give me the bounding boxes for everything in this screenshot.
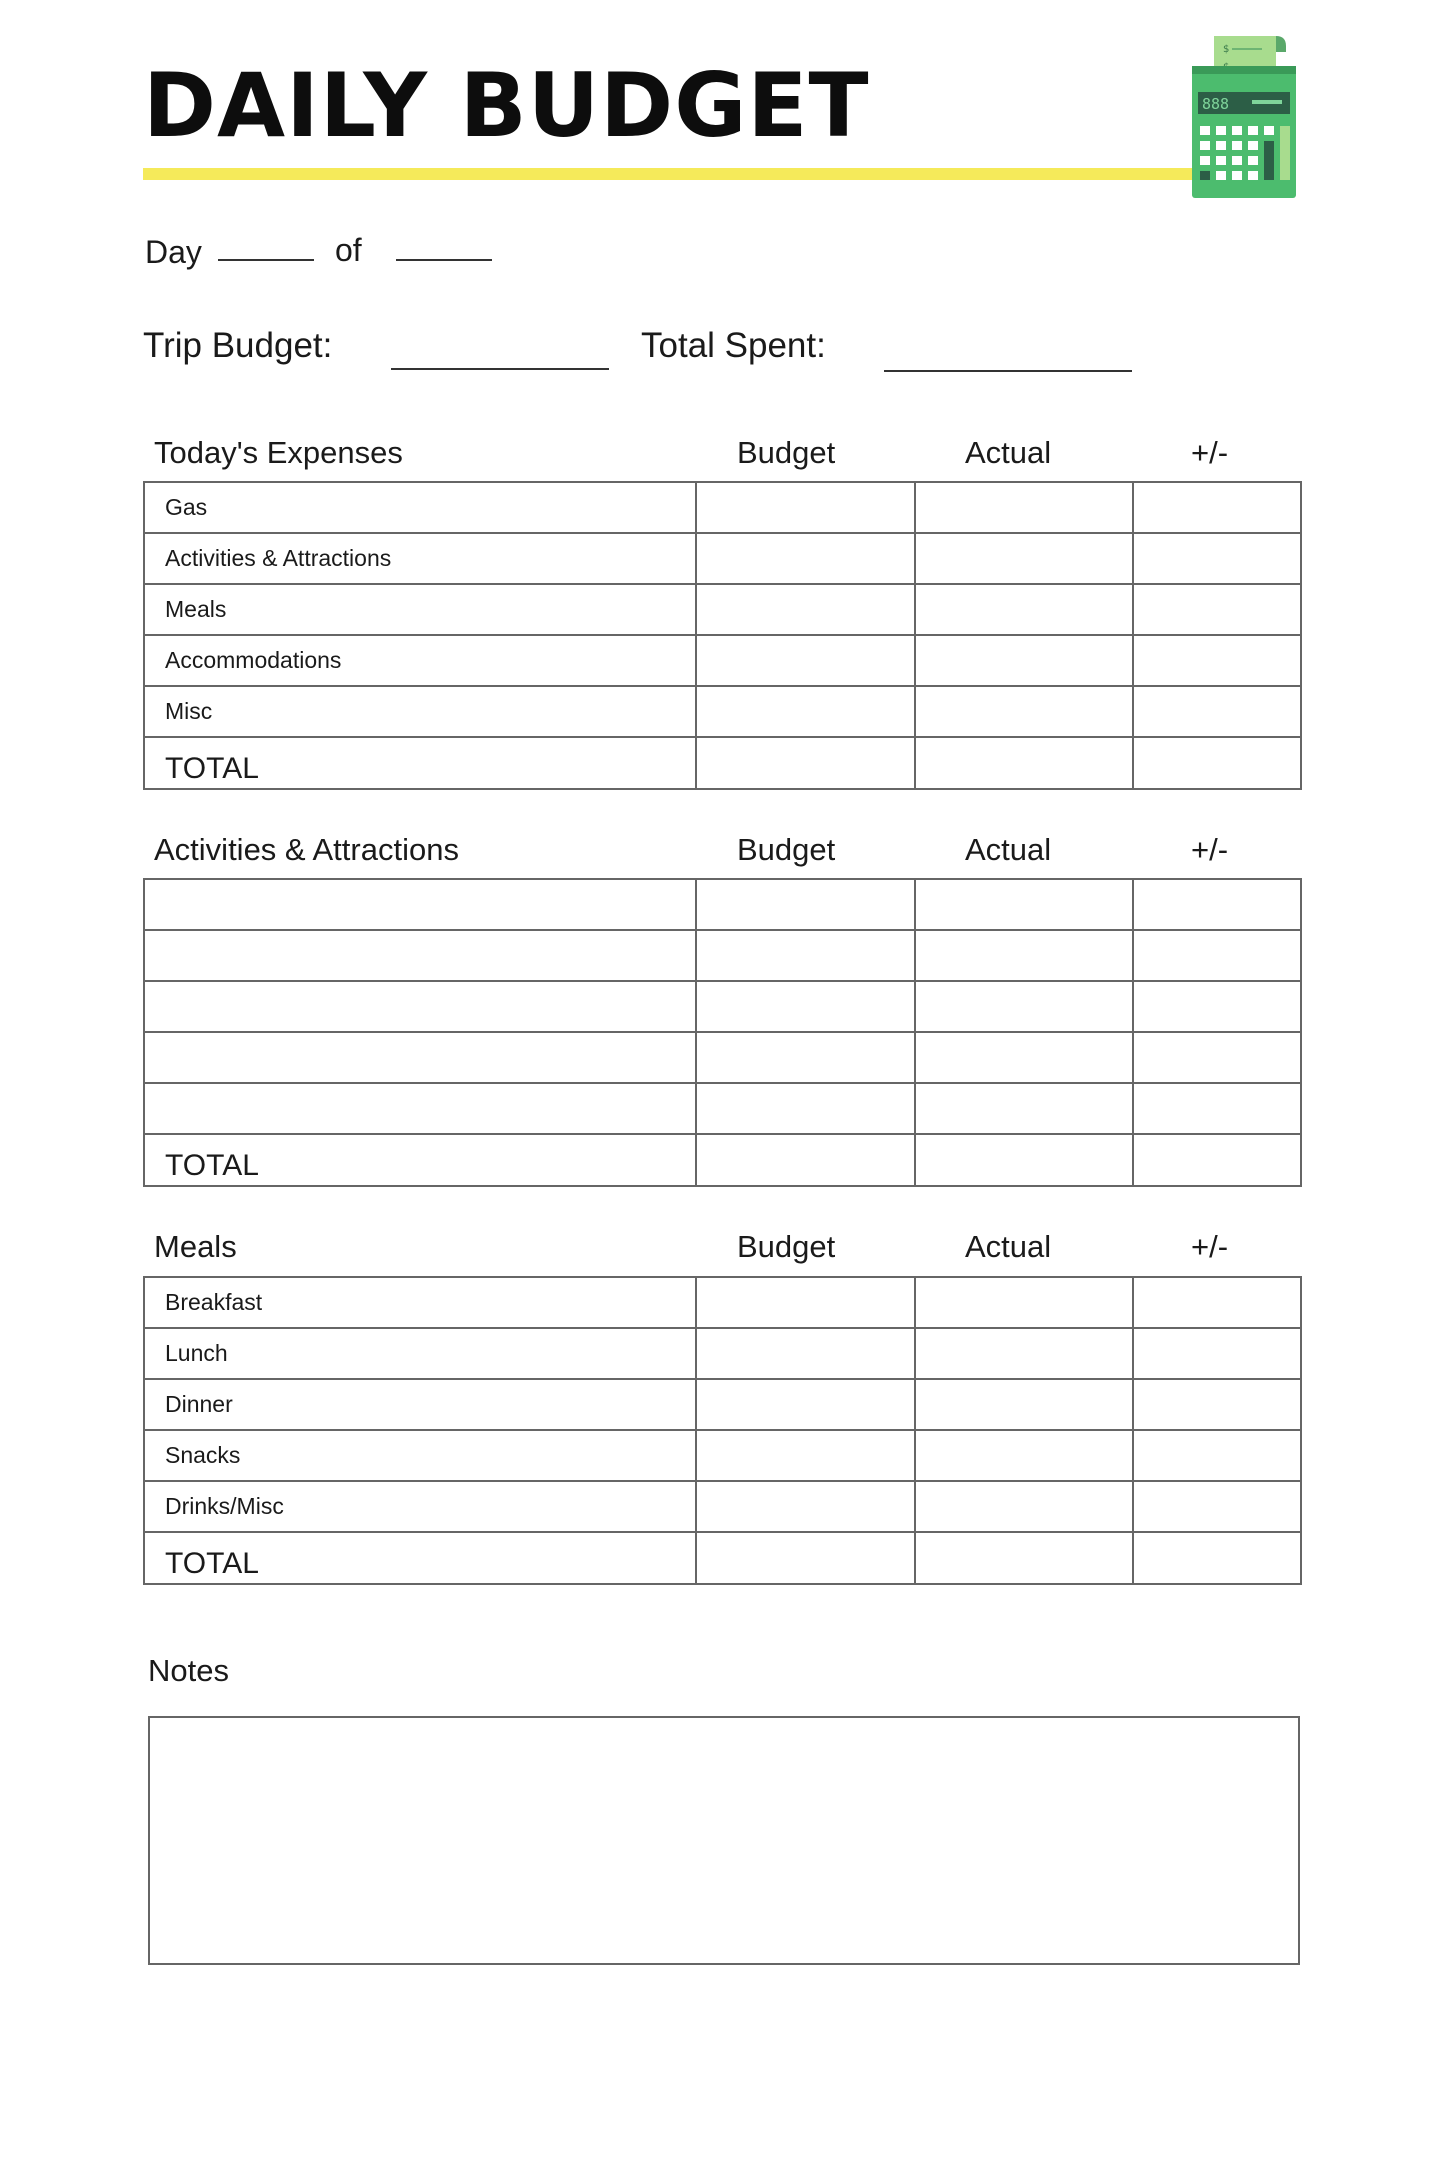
budget-cell[interactable] [696,1277,915,1328]
budget-cell[interactable] [696,879,915,930]
activities-table [143,878,1302,1187]
budget-cell[interactable] [696,981,915,1032]
difference-cell[interactable] [1133,584,1301,635]
difference-total-cell[interactable] [1133,737,1301,789]
actual-cell[interactable] [915,981,1133,1032]
actual-cell[interactable] [915,686,1133,737]
row-label: Drinks/Misc [144,1481,696,1532]
total-label: TOTAL [144,1134,696,1186]
budget-column-header: Budget [737,832,836,867]
budget-total-cell[interactable] [696,1134,915,1186]
row-label[interactable] [144,1083,696,1134]
difference-total-cell[interactable] [1133,1134,1301,1186]
difference-cell[interactable] [1133,686,1301,737]
row-label: Snacks [144,1430,696,1481]
difference-cell[interactable] [1133,930,1301,981]
budget-cell[interactable] [696,686,915,737]
actual-cell[interactable] [915,1430,1133,1481]
row-label: Breakfast [144,1277,696,1328]
calculator-icon [1192,30,1296,198]
total-spent-field[interactable] [884,370,1132,372]
difference-cell[interactable] [1133,1430,1301,1481]
of-label: of [335,232,362,268]
budget-cell[interactable] [696,1430,915,1481]
difference-column-header: +/- [1191,1229,1229,1264]
table-row [144,482,1301,533]
budget-cell[interactable] [696,930,915,981]
row-label[interactable] [144,981,696,1032]
difference-column-header: +/- [1191,435,1229,470]
trip-budget-field[interactable] [391,368,609,370]
table-row [144,1430,1301,1481]
difference-cell[interactable] [1133,635,1301,686]
title-underline [143,168,1201,180]
row-label: Dinner [144,1379,696,1430]
row-label: Accommodations [144,635,696,686]
difference-cell[interactable] [1133,981,1301,1032]
trip-budget-label: Trip Budget: [143,326,333,365]
section-title: Today's Expenses [154,435,403,470]
actual-cell[interactable] [915,1481,1133,1532]
difference-column-header: +/- [1191,832,1229,867]
actual-cell[interactable] [915,879,1133,930]
notes-box[interactable] [148,1716,1300,1965]
budget-column-header: Budget [737,435,836,470]
expenses-table [143,481,1302,790]
budget-cell[interactable] [696,1328,915,1379]
budget-cell[interactable] [696,482,915,533]
actual-cell[interactable] [915,533,1133,584]
row-label[interactable] [144,930,696,981]
difference-cell[interactable] [1133,1328,1301,1379]
actual-cell[interactable] [915,1379,1133,1430]
table-row [144,930,1301,981]
svg-text:888: 888 [1202,95,1230,113]
actual-total-cell[interactable] [915,737,1133,789]
table-row [144,1379,1301,1430]
total-days-field[interactable] [396,259,492,261]
row-label: Activities & Attractions [144,533,696,584]
total-row [144,737,1301,789]
row-label: Lunch [144,1328,696,1379]
actual-cell[interactable] [915,1032,1133,1083]
table-row [144,584,1301,635]
actual-cell[interactable] [915,1328,1133,1379]
budget-total-cell[interactable] [696,1532,915,1584]
difference-cell[interactable] [1133,1481,1301,1532]
table-row [144,1277,1301,1328]
difference-total-cell[interactable] [1133,1532,1301,1584]
budget-cell[interactable] [696,1481,915,1532]
table-row [144,686,1301,737]
table-row [144,533,1301,584]
total-row [144,1532,1301,1584]
table-row [144,635,1301,686]
budget-cell[interactable] [696,1379,915,1430]
budget-cell[interactable] [696,533,915,584]
total-row [144,1134,1301,1186]
section-title: Activities & Attractions [154,832,459,867]
budget-cell[interactable] [696,1032,915,1083]
table-row [144,1481,1301,1532]
section-title: Meals [154,1229,237,1264]
budget-column-header: Budget [737,1229,836,1264]
table-row [144,981,1301,1032]
page-title: DAILY BUDGET [143,54,870,157]
budget-total-cell[interactable] [696,737,915,789]
difference-cell[interactable] [1133,879,1301,930]
meals-table [143,1276,1302,1585]
difference-cell[interactable] [1133,1083,1301,1134]
table-row [144,1083,1301,1134]
total-spent-label: Total Spent: [641,326,826,365]
actual-column-header: Actual [965,832,1052,867]
actual-cell[interactable] [915,635,1133,686]
table-row [144,1328,1301,1379]
difference-cell[interactable] [1133,1032,1301,1083]
actual-column-header: Actual [965,1229,1052,1264]
row-label: Gas [144,482,696,533]
difference-cell[interactable] [1133,1379,1301,1430]
difference-cell[interactable] [1133,482,1301,533]
day-number-field[interactable] [218,259,314,261]
row-label[interactable] [144,879,696,930]
total-label: TOTAL [144,737,696,789]
actual-cell[interactable] [915,482,1133,533]
difference-cell[interactable] [1133,1277,1301,1328]
actual-column-header: Actual [965,435,1052,470]
total-label: TOTAL [144,1532,696,1584]
row-label: Meals [144,584,696,635]
actual-cell[interactable] [915,584,1133,635]
budget-cell[interactable] [696,584,915,635]
actual-cell[interactable] [915,1277,1133,1328]
table-row [144,1032,1301,1083]
svg-text:$: $ [1223,44,1230,55]
notes-label: Notes [148,1653,229,1688]
actual-cell[interactable] [915,1083,1133,1134]
budget-cell[interactable] [696,1083,915,1134]
actual-total-cell[interactable] [915,1134,1133,1186]
actual-cell[interactable] [915,930,1133,981]
row-label: Misc [144,686,696,737]
table-row [144,879,1301,930]
difference-cell[interactable] [1133,533,1301,584]
day-label: Day [145,234,202,270]
budget-cell[interactable] [696,635,915,686]
row-label[interactable] [144,1032,696,1083]
actual-total-cell[interactable] [915,1532,1133,1584]
